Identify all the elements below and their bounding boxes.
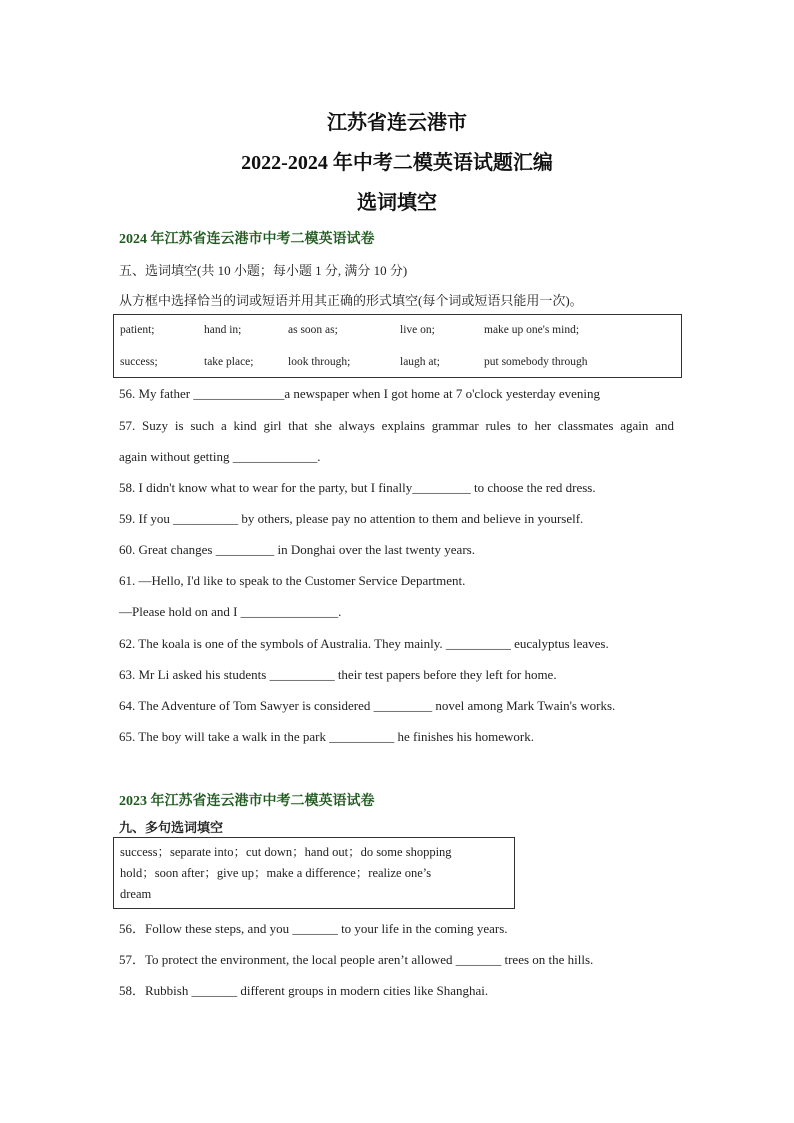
question-line: 61. —Hello, I'd like to speak to the Customer Service Department.: [119, 573, 466, 588]
question-line: 63. Mr Li asked his students __________ their test papers before they left for home.: [119, 667, 557, 682]
question-line: 56. My father ______________a newspaper when I got home at 7 o'clock yesterday evening: [119, 386, 601, 401]
word-box-cell: as soon as;: [288, 324, 338, 336]
question-line: 56．Follow these steps, and you _______ to your life in the coming years.: [119, 921, 508, 936]
word-box-line: success；separate into；cut down；hand out；do some shopping: [120, 845, 452, 859]
word-box-cell: live on;: [400, 324, 435, 336]
doc-title-city: 江苏省连云港市: [327, 112, 467, 134]
word-box-cell: take place;: [204, 356, 254, 368]
word-box-cell: patient;: [120, 324, 155, 336]
word-box-line: dream: [120, 887, 152, 901]
question-line: 65. The boy will take a walk in the park __________ he finishes his homework.: [119, 729, 534, 744]
question-line: —Please hold on and I _______________.: [119, 604, 342, 619]
word-box-cell: hand in;: [204, 324, 242, 336]
instruction-2024-1: 五、选词填空(共 10 小题；每小题 1 分, 满分 10 分): [119, 263, 408, 278]
instruction-2024-2: 从方框中选择恰当的词或短语并用其正确的形式填空(每个词或短语只能用一次)。: [119, 293, 583, 308]
question-line: 60. Great changes _________ in Donghai over the last twenty years.: [119, 542, 475, 557]
question-line: 59. If you __________ by others, please pay no attention to them and believe in yourself.: [119, 511, 584, 526]
section-heading-2024: 2024 年江苏省连云港市中考二模英语试卷: [119, 232, 375, 247]
instruction-2023-1: 九、多句选词填空: [119, 820, 224, 835]
word-box-cell: success;: [120, 356, 158, 368]
word-box-cell: put somebody through: [484, 356, 588, 368]
word-box-cell: make up one's mind;: [484, 324, 580, 336]
question-line: 64. The Adventure of Tom Sawyer is considered _________ novel among Mark Twain's works.: [119, 698, 616, 713]
question-line: 57．To protect the environment, the local people aren’t allowed _______ trees on the hills.: [119, 952, 594, 967]
word-box-line: hold；soon after；give up；make a difference；realize one’s: [120, 866, 432, 880]
question-line: again without getting _____________.: [119, 449, 321, 464]
word-box-cell: laugh at;: [400, 356, 440, 368]
question-line: 58．Rubbish _______ different groups in modern cities like Shanghai.: [119, 983, 489, 998]
word-box-2024: [113, 314, 682, 378]
question-line: 57. Suzy is such a kind girl that she always explains grammar rules to her classmates again and: [119, 418, 674, 433]
section-heading-2023: 2023 年江苏省连云港市中考二模英语试卷: [119, 794, 375, 809]
doc-title-topic: 选词填空: [357, 192, 437, 214]
doc-title-collection: 2022-2024 年中考二模英语试题汇编: [241, 152, 553, 174]
question-line: 62. The koala is one of the symbols of Australia. They mainly. __________ eucalyptus leaves.: [119, 636, 609, 651]
question-line: 58. I didn't know what to wear for the party, but I finally_________ to choose the red dress.: [119, 480, 596, 495]
word-box-cell: look through;: [288, 356, 351, 368]
